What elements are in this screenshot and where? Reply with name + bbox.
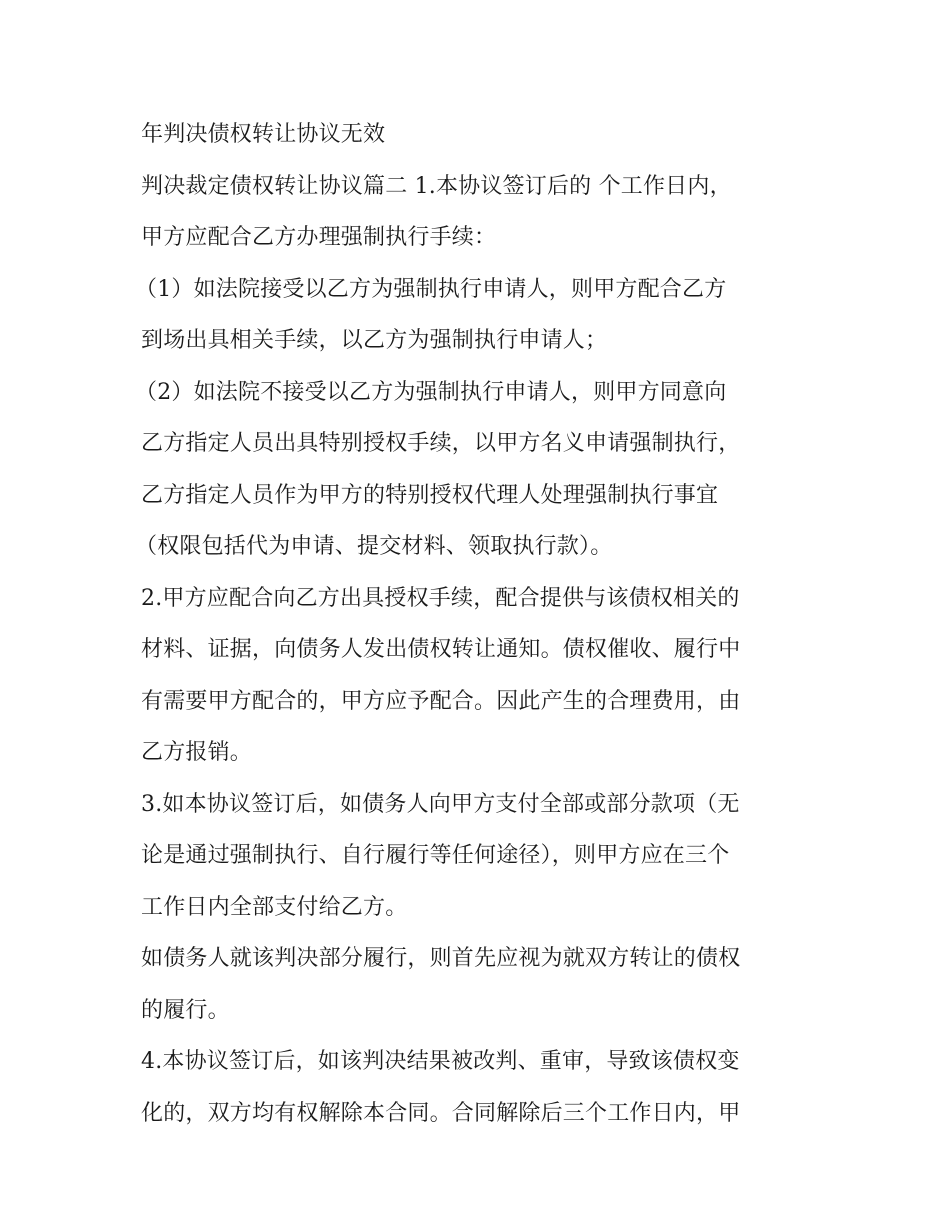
document-body xyxy=(135,109,821,1139)
text-line: 有需要甲方配合的，甲方应予配合。因此产生的合理费用，由 xyxy=(141,688,741,714)
text-line: （1）如法院接受以乙方为强制执行申请人，则甲方配合乙方 xyxy=(135,276,727,302)
text-line: （权限包括代为申请、提交材料、领取执行款）。 xyxy=(135,534,613,559)
text-line: 化的，双方均有权解除本合同。合同解除后三个工作日内，甲 xyxy=(141,1100,741,1126)
text-line: 到场出具相关手续，以乙方为强制执行申请人； xyxy=(141,328,608,353)
text-line: 论是通过强制执行、自行履行等任何途径），则甲方应在三个 xyxy=(141,843,730,868)
text-line: 4.本协议签订后，如该判决结果被改判、重审，导致该债权变 xyxy=(141,1049,740,1074)
text-line: 的履行。 xyxy=(141,997,230,1023)
text-line: 工作日内全部支付给乙方。 xyxy=(141,894,408,920)
text-line: 2.甲方应配合向乙方出具授权手续，配合提供与该债权相关的 xyxy=(141,585,740,611)
text-line: 甲方应配合乙方办理强制执行手续： xyxy=(141,225,497,250)
text-line: （2）如法院不接受以乙方为强制执行申请人，则甲方同意向 xyxy=(135,379,727,405)
text-line: 乙方指定人员作为甲方的特别授权代理人处理强制执行事宜 xyxy=(141,482,719,508)
text-line: 材料、证据，向债务人发出债权转让通知。债权催收、履行中 xyxy=(141,637,741,662)
text-line: 3.如本协议签订后，如债务人向甲方支付全部或部分款项（无 xyxy=(141,791,740,817)
text-line: 乙方指定人员出具特别授权手续，以甲方名义申请强制执行， xyxy=(141,431,741,456)
text-line: 判决裁定债权转让协议篇二 1.本协议签订后的 个工作日内， xyxy=(141,173,732,199)
text-line: 如债务人就该判决部分履行，则首先应视为就双方转让的债权 xyxy=(141,946,741,971)
heading-line: 年判决债权转让协议无效 xyxy=(141,122,386,147)
text-line: 乙方报销。 xyxy=(141,740,253,765)
